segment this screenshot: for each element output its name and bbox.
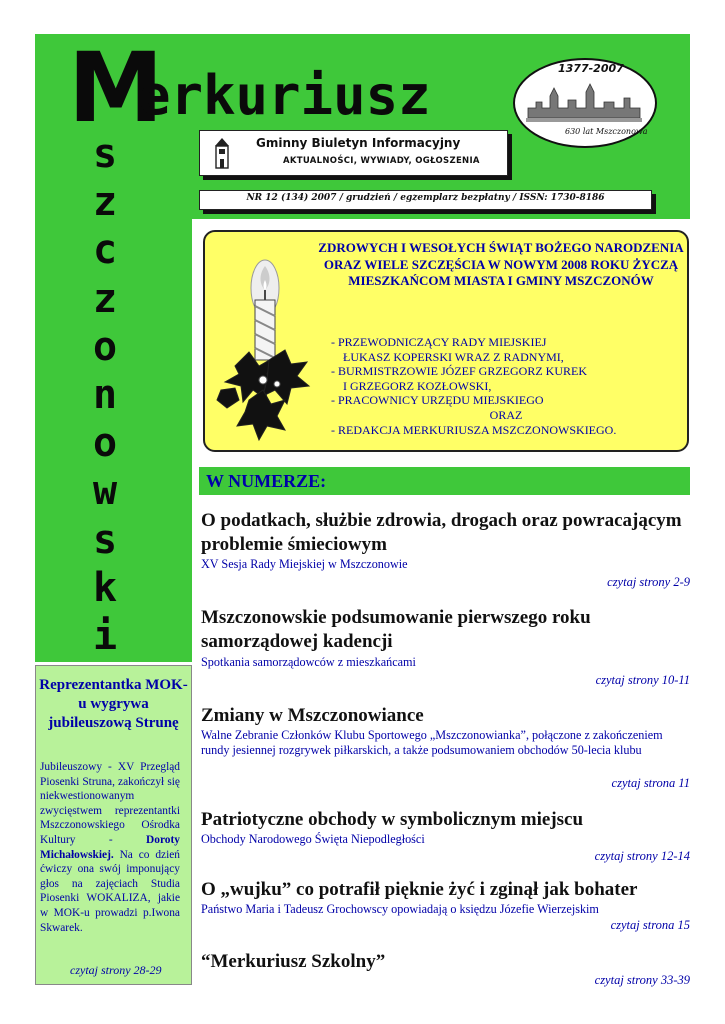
greeting-line: - BURMISTRZOWIE JÓZEF GRZEGORZ KUREK	[331, 364, 587, 379]
article-title[interactable]: “Merkuriusz Szkolny”	[201, 951, 386, 972]
vertical-letter: s	[92, 516, 118, 563]
bulletin-box	[199, 130, 508, 176]
article-subtitle: Walne Zebranie Członków Klubu Sportowego „Mszczonowianka”, połączone z zakończeniem rundy jesiennej rozgrywek piłkarskich, a także podsumowaniem obchodów 50-lecia klubu	[201, 728, 663, 757]
title-initial: M	[68, 32, 162, 144]
article-pages[interactable]: czytaj strony 10-11	[595, 673, 690, 687]
sidebar-body	[40, 760, 180, 935]
in-issue-heading: W NUMERZE:	[206, 471, 327, 491]
town-hall-icon	[211, 137, 233, 169]
vertical-letter: s	[92, 131, 118, 177]
bulletin-title: Gminny Biuletyn Informacyjny	[256, 136, 461, 150]
town-skyline-icon	[524, 78, 644, 124]
vertical-letter: z	[92, 275, 118, 322]
article-title[interactable]: Zmiany w Mszczonowiance	[201, 705, 424, 726]
sidebar-body-text: Jubileuszowy - XV Przegląd Piosenki Struna, zakończył się niekwestionowanym zwycięstwem reprezentantki Mszczonowskiego Ośrodka Kultury -	[40, 761, 180, 846]
article-title[interactable]: Patriotyczne obchody w symbolicznym miejscu	[201, 809, 584, 830]
vertical-letter: i	[92, 613, 118, 660]
issue-info: NR 12 (134) 2007 / grudzień / egzemplarz bezpłatny / ISSN: 1730-8186	[246, 193, 605, 203]
greeting-list	[331, 335, 681, 437]
vertical-letter: z	[92, 179, 118, 226]
article-title[interactable]: O podatkach, służbie zdrowia, drogach oraz powracającym problemie śmieciowym	[201, 510, 682, 555]
emblem-caption: 630 lat Mszczonowa	[565, 127, 648, 136]
sidebar-pages[interactable]: czytaj strony 28-29	[70, 963, 162, 977]
vertical-letter: w	[92, 468, 118, 515]
article-pages[interactable]: czytaj strony 2-9	[607, 575, 690, 589]
issue-info-box	[199, 190, 652, 210]
greeting-line: ŁUKASZ KOPERSKI WRAZ Z RADNYMI,	[343, 349, 564, 364]
greeting-line: - REDAKCJA MERKURIUSZA MSZCZONOWSKIEGO.	[331, 422, 617, 437]
article-pages[interactable]: czytaj strony 33-39	[594, 973, 690, 987]
article-subtitle: Obchody Narodowego Święta Niepodległości	[201, 832, 425, 846]
article-pages[interactable]: czytaj strony 12-14	[594, 849, 690, 863]
sidebar-body-text: Na co dzień ćwiczy ona swój imponujący głos na zajęciach Studia Piosenki WOKALIZA, jakie w MOK-u prowadzi p.Iwona Skwarek.	[40, 848, 180, 934]
sidebar-body-name: Doroty Michałowskiej.	[40, 833, 180, 861]
greeting-line: - PRZEWODNICZĄCY RADY MIEJSKIEJ	[331, 335, 547, 349]
article-subtitle: Państwo Maria i Tadeusz Grochowscy opowiadają o księdzu Józefie Wierzejskim	[201, 902, 599, 916]
sidebar-title[interactable]: Reprezentantka MOK-u wygrywa jubileuszową Strunę	[39, 677, 188, 731]
bulletin-subtitle: AKTUALNOŚCI, WYWIADY, OGŁOSZENIA	[283, 156, 480, 166]
vertical-letter: k	[92, 564, 118, 611]
vertical-title	[80, 130, 130, 660]
article-subtitle: XV Sesja Rady Miejskiej w Mszczonowie	[201, 557, 408, 571]
article-subtitle: Spotkania samorządowców z mieszkańcami	[201, 655, 416, 669]
article-title[interactable]: O „wujku” co potrafił pięknie żyć i zginął jak bohater	[201, 879, 638, 900]
vertical-letter: o	[92, 420, 118, 467]
greeting-line: ORAZ	[489, 407, 523, 422]
article-title[interactable]: Mszczonowskie podsumowanie pierwszego roku samorządowej kadencji	[201, 607, 591, 652]
vertical-letter: o	[92, 323, 118, 370]
vertical-letter: n	[92, 372, 118, 419]
title-rest: erkuriusz	[138, 64, 431, 127]
greeting-heading: ZDROWYCH I WESOŁYCH ŚWIĄT BOŻEGO NARODZENIA ORAZ WIELE SZCZĘŚCIA W NOWYM 2008 ROKU ŻYCZĄ MIESZKAŃCOM MIASTA I GMINY MSZCZONÓW	[318, 240, 684, 288]
greeting-line: - PRACOWNICY URZĘDU MIEJSKIEGO	[331, 393, 544, 408]
vertical-letter: c	[92, 227, 118, 274]
emblem-years: 1377-2007	[558, 62, 624, 75]
article-pages[interactable]: czytaj strona 15	[610, 918, 690, 932]
christmas-greeting	[203, 230, 689, 452]
greeting-line: I GRZEGORZ KOZŁOWSKI,	[343, 378, 492, 393]
article-pages[interactable]: czytaj strona 11	[611, 776, 690, 790]
